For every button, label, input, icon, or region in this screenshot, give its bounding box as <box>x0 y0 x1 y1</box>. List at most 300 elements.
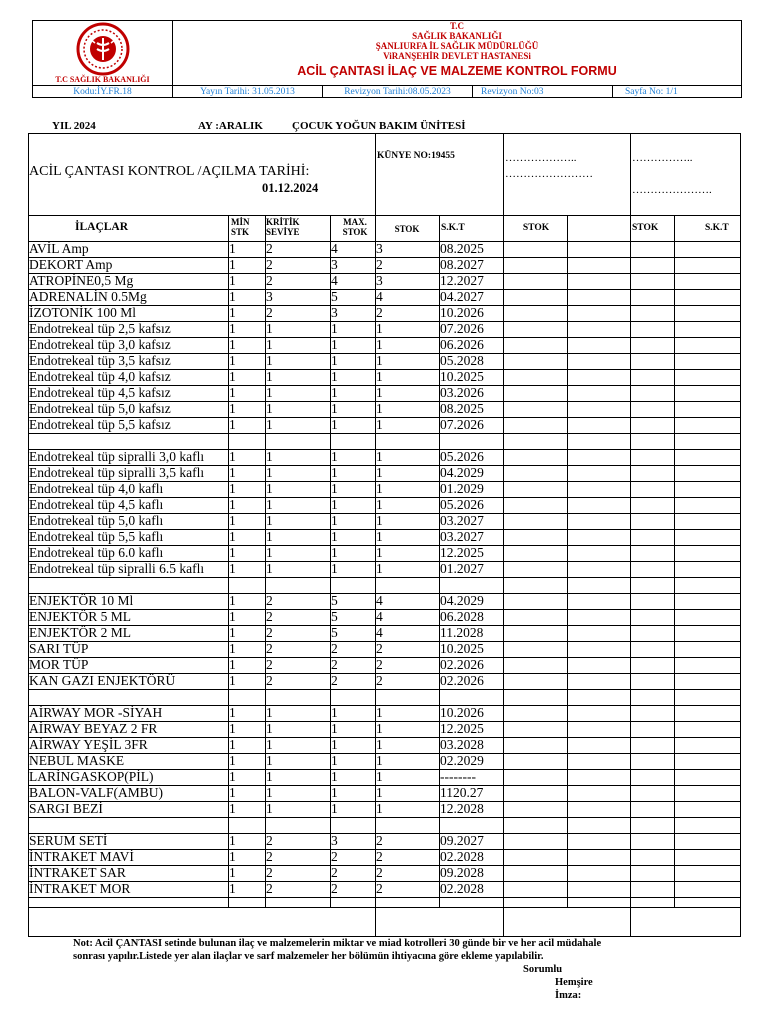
cell-stock: 1 <box>376 769 383 784</box>
grid-row-line <box>29 513 740 514</box>
grid-column-line <box>567 215 568 907</box>
cell-min-stock: 1 <box>229 609 236 624</box>
cell-critical-level: 1 <box>266 545 273 560</box>
signature-dots-1: ……………….. <box>505 152 577 164</box>
cell-min-stock: 1 <box>229 337 236 352</box>
cell-stock: 1 <box>376 753 383 768</box>
cell-max-stock: 5 <box>331 593 338 608</box>
signature-dots-2: …………………… <box>505 168 593 180</box>
cell-max-stock: 1 <box>331 769 338 784</box>
cell-item-name: Endotrekeal tüp 5,5 kaflı <box>29 529 164 544</box>
cell-expiry: 07.2026 <box>440 417 484 432</box>
cell-expiry: 08.2025 <box>440 401 484 416</box>
cell-stock: 1 <box>376 321 383 336</box>
cell-min-stock: 1 <box>229 305 236 320</box>
cell-critical-level: 1 <box>266 737 273 752</box>
cell-critical-level: 2 <box>266 625 273 640</box>
grid-row-line <box>29 817 740 818</box>
cell-min-stock: 1 <box>229 417 236 432</box>
cell-max-stock: 1 <box>331 561 338 576</box>
cell-expiry: 03.2028 <box>440 737 484 752</box>
grid-row-line <box>29 353 740 354</box>
grid-column-line <box>439 215 440 907</box>
cell-item-name: Endotrekeal tüp 2,5 kafsız <box>29 321 171 336</box>
cell-item-name: İZOTONİK 100 Ml <box>29 305 136 320</box>
cell-critical-level: 1 <box>266 449 273 464</box>
cell-stock: 1 <box>376 353 383 368</box>
cell-max-stock: 1 <box>331 481 338 496</box>
cell-expiry: 12.2027 <box>440 273 484 288</box>
cell-stock: 4 <box>376 609 383 624</box>
grid-row-line <box>29 321 740 322</box>
cell-min-stock: 1 <box>229 465 236 480</box>
cell-min-stock: 1 <box>229 481 236 496</box>
cell-max-stock: 5 <box>331 609 338 624</box>
cell-stock: 2 <box>376 305 383 320</box>
cell-expiry: 08.2027 <box>440 257 484 272</box>
cell-item-name: SERUM SETİ <box>29 833 108 848</box>
col-header-max-stock: MAX. STOK <box>342 217 368 237</box>
cell-expiry: 12.2025 <box>440 721 484 736</box>
grid-row-line <box>29 417 740 418</box>
cell-critical-level: 2 <box>266 673 273 688</box>
cell-stock: 1 <box>376 369 383 384</box>
cell-min-stock: 1 <box>229 561 236 576</box>
cell-critical-level: 1 <box>266 513 273 528</box>
cell-max-stock: 4 <box>331 273 338 288</box>
cell-min-stock: 1 <box>229 881 236 896</box>
cell-max-stock: 2 <box>331 865 338 880</box>
cell-min-stock: 1 <box>229 865 236 880</box>
signature-field: İmza: <box>555 990 582 1001</box>
cell-expiry: 01.2027 <box>440 561 484 576</box>
year-label: YIL 2024 <box>52 120 96 132</box>
cell-item-name: SARI TÜP <box>29 641 89 656</box>
signature-dots-4: …………………. <box>632 184 712 196</box>
cell-critical-level: 1 <box>266 353 273 368</box>
cell-critical-level: 2 <box>266 257 273 272</box>
cell-stock: 1 <box>376 481 383 496</box>
cell-item-name: İNTRAKET MOR <box>29 881 131 896</box>
cell-max-stock: 2 <box>331 849 338 864</box>
signature-dots-3: …………….. <box>632 152 693 164</box>
grid-column-line <box>228 215 229 907</box>
cell-stock: 1 <box>376 385 383 400</box>
cell-min-stock: 1 <box>229 769 236 784</box>
opening-date: 01.12.2024 <box>262 181 319 195</box>
cell-item-name: Endotrekeal tüp sipralli 6.5 kaflı <box>29 561 205 576</box>
cell-stock: 1 <box>376 801 383 816</box>
cell-stock: 2 <box>376 833 383 848</box>
cell-expiry: 10.2025 <box>440 369 484 384</box>
cell-max-stock: 2 <box>331 657 338 672</box>
cell-critical-level: 1 <box>266 321 273 336</box>
cell-expiry: 10.2026 <box>440 305 484 320</box>
cell-item-name: İNTRAKET MAVİ <box>29 849 134 864</box>
cell-stock: 1 <box>376 785 383 800</box>
cell-min-stock: 1 <box>229 529 236 544</box>
cell-critical-level: 1 <box>266 385 273 400</box>
grid-row-line <box>29 257 740 258</box>
grid-row-line <box>29 337 740 338</box>
cell-critical-level: 2 <box>266 865 273 880</box>
cell-item-name: AİRWAY YEŞİL 3FR <box>29 737 148 752</box>
cell-max-stock: 1 <box>331 353 338 368</box>
cell-max-stock: 1 <box>331 721 338 736</box>
cell-min-stock: 1 <box>229 321 236 336</box>
cell-min-stock: 1 <box>229 353 236 368</box>
cell-min-stock: 1 <box>229 753 236 768</box>
cell-max-stock: 1 <box>331 785 338 800</box>
cell-stock: 1 <box>376 401 383 416</box>
cell-critical-level: 1 <box>266 481 273 496</box>
cell-critical-level: 2 <box>266 657 273 672</box>
cell-item-name: İNTRAKET SAR <box>29 865 126 880</box>
cell-min-stock: 1 <box>229 849 236 864</box>
cell-expiry: 04.2029 <box>440 593 484 608</box>
control-table <box>28 133 741 937</box>
grid-row-line <box>29 497 740 498</box>
grid-column-line <box>330 215 331 907</box>
grid-row-line <box>29 433 740 434</box>
cell-critical-level: 3 <box>266 289 273 304</box>
cell-expiry: 05.2026 <box>440 497 484 512</box>
col-header-min-stock: MİN STK <box>231 217 250 237</box>
cell-expiry: 07.2026 <box>440 321 484 336</box>
cell-min-stock: 1 <box>229 289 236 304</box>
cell-critical-level: 1 <box>266 465 273 480</box>
cell-stock: 4 <box>376 625 383 640</box>
cell-item-name: MOR TÜP <box>29 657 89 672</box>
cell-item-name: Endotrekeal tüp sipralli 3,0 kaflı <box>29 449 205 464</box>
header-info-row <box>33 85 741 98</box>
cell-critical-level: 1 <box>266 337 273 352</box>
cell-stock: 1 <box>376 545 383 560</box>
cell-expiry: 10.2026 <box>440 705 484 720</box>
cell-max-stock: 2 <box>331 881 338 896</box>
cell-critical-level: 1 <box>266 417 273 432</box>
cell-max-stock: 1 <box>331 401 338 416</box>
cell-stock: 1 <box>376 497 383 512</box>
grid-row-line <box>29 449 740 450</box>
cell-min-stock: 1 <box>229 705 236 720</box>
signature-title-2: Hemşire <box>555 977 593 988</box>
cell-expiry: 01.2029 <box>440 481 484 496</box>
cell-min-stock: 1 <box>229 785 236 800</box>
cell-stock: 1 <box>376 417 383 432</box>
cell-expiry: 06.2028 <box>440 609 484 624</box>
cell-expiry: 02.2029 <box>440 753 484 768</box>
cell-min-stock: 1 <box>229 625 236 640</box>
cell-expiry: 06.2026 <box>440 337 484 352</box>
cell-critical-level: 1 <box>266 769 273 784</box>
grid-row-line <box>29 849 740 850</box>
cell-item-name: Endotrekeal tüp 5,0 kafsız <box>29 401 171 416</box>
page-number: Sayfa No: 1/1 <box>625 87 678 97</box>
cell-max-stock: 1 <box>331 513 338 528</box>
cell-critical-level: 1 <box>266 801 273 816</box>
revision-number: Revizyon No:03 <box>473 86 613 98</box>
cell-expiry: 02.2026 <box>440 673 484 688</box>
cell-expiry: 12.2025 <box>440 545 484 560</box>
cell-expiry: 09.2027 <box>440 833 484 848</box>
cell-item-name: ATROPİNE0,5 Mg <box>29 273 134 288</box>
cell-expiry: 10.2025 <box>440 641 484 656</box>
grid-row-line <box>29 721 740 722</box>
cell-max-stock: 5 <box>331 289 338 304</box>
cell-max-stock: 1 <box>331 369 338 384</box>
grid-row-line <box>29 481 740 482</box>
cell-stock: 2 <box>376 257 383 272</box>
cell-min-stock: 1 <box>229 497 236 512</box>
grid-row-line <box>29 465 740 466</box>
cell-min-stock: 1 <box>229 721 236 736</box>
cell-item-name: Endotrekeal tüp 3,0 kafsız <box>29 337 171 352</box>
cell-max-stock: 3 <box>331 257 338 272</box>
col-header-critical-level: KRİTİK SEVİYE <box>266 217 300 237</box>
grid-column-line <box>503 134 504 936</box>
grid-column-line <box>674 215 675 907</box>
cell-expiry: 12.2028 <box>440 801 484 816</box>
col-header-stock-2: STOK <box>522 223 550 233</box>
grid-row-line <box>29 369 740 370</box>
cell-item-name: DEKORT Amp <box>29 257 113 272</box>
cell-critical-level: 1 <box>266 785 273 800</box>
grid-row-line <box>29 785 740 786</box>
grid-column-line <box>375 134 376 936</box>
cell-stock: 1 <box>376 737 383 752</box>
cell-expiry: 03.2027 <box>440 529 484 544</box>
cell-stock: 1 <box>376 465 383 480</box>
grid-row-line <box>29 833 740 834</box>
cell-expiry: 02.2026 <box>440 657 484 672</box>
cell-item-name: Endotrekeal tüp 5,0 kaflı <box>29 513 164 528</box>
month-label: AY :ARALIK <box>198 120 263 132</box>
cell-stock: 1 <box>376 721 383 736</box>
cell-item-name: Endotrekeal tüp 4,0 kaflı <box>29 481 164 496</box>
cell-max-stock: 3 <box>331 305 338 320</box>
cell-critical-level: 2 <box>266 609 273 624</box>
grid-row-line <box>29 305 740 306</box>
grid-row-line <box>29 753 740 754</box>
cell-stock: 1 <box>376 337 383 352</box>
doc-code: Kodu:İY.FR.18 <box>33 86 173 98</box>
cell-max-stock: 5 <box>331 625 338 640</box>
cell-min-stock: 1 <box>229 385 236 400</box>
cell-min-stock: 1 <box>229 241 236 256</box>
grid-row-line <box>29 673 740 674</box>
cell-stock: 2 <box>376 865 383 880</box>
grid-row-line <box>29 577 740 578</box>
cell-expiry: 04.2027 <box>440 289 484 304</box>
header-text-block <box>173 21 741 85</box>
cell-max-stock: 2 <box>331 641 338 656</box>
cell-critical-level: 1 <box>266 753 273 768</box>
col-header-stock-3: STOK <box>632 223 659 233</box>
cell-max-stock: 1 <box>331 417 338 432</box>
cell-stock: 4 <box>376 593 383 608</box>
cell-max-stock: 1 <box>331 801 338 816</box>
cell-stock: 1 <box>376 705 383 720</box>
cell-critical-level: 1 <box>266 497 273 512</box>
header-line-hospital: ViRANŞEHİR DEVLET HASTANESi <box>383 51 531 61</box>
cell-max-stock: 1 <box>331 321 338 336</box>
grid-row-line <box>29 273 740 274</box>
col-header-expiry-3: S.K.T <box>705 223 729 233</box>
cell-item-name: ADRENALİN 0.5Mg <box>29 289 147 304</box>
cell-max-stock: 1 <box>331 385 338 400</box>
cell-min-stock: 1 <box>229 513 236 528</box>
cell-critical-level: 2 <box>266 833 273 848</box>
grid-row-line <box>29 241 740 242</box>
cell-item-name: SARGI BEZİ <box>29 801 103 816</box>
cell-min-stock: 1 <box>229 641 236 656</box>
grid-row-line <box>29 529 740 530</box>
cell-critical-level: 1 <box>266 561 273 576</box>
grid-row-line <box>29 545 740 546</box>
cell-max-stock: 1 <box>331 449 338 464</box>
col-header-drugs: İLAÇLAR <box>75 221 129 233</box>
cell-item-name: ENJEKTÖR 5 ML <box>29 609 131 624</box>
grid-row-line <box>29 561 740 562</box>
cell-critical-level: 1 <box>266 721 273 736</box>
grid-column-line <box>630 134 631 936</box>
cell-stock: 1 <box>376 513 383 528</box>
grid-row-line <box>29 801 740 802</box>
cell-item-name: NEBUL MASKE <box>29 753 125 768</box>
header-line-tc: T.C <box>449 21 465 31</box>
cell-item-name: Endotrekeal tüp sipralli 3,5 kaflı <box>29 465 205 480</box>
cell-max-stock: 3 <box>331 833 338 848</box>
grid-row-line <box>29 385 740 386</box>
cell-item-name: AİRWAY BEYAZ 2 FR <box>29 721 158 736</box>
grid-row-line <box>29 593 740 594</box>
cell-item-name: ENJEKTÖR 2 ML <box>29 625 131 640</box>
cell-max-stock: 1 <box>331 705 338 720</box>
cell-expiry: 08.2025 <box>440 241 484 256</box>
cell-critical-level: 1 <box>266 705 273 720</box>
cell-max-stock: 1 <box>331 337 338 352</box>
kunye-number: KÜNYE NO:19455 <box>377 151 455 161</box>
cell-item-name: AİRWAY MOR -SİYAH <box>29 705 163 720</box>
signature-title-1: Sorumlu <box>523 964 563 975</box>
grid-row-line <box>29 865 740 866</box>
logo-caption: T.C SAĞLIK BAKANLIĞI <box>55 75 150 84</box>
cell-min-stock: 1 <box>229 449 236 464</box>
grid-row-line <box>29 215 740 216</box>
grid-row-line <box>29 625 740 626</box>
cell-expiry: 1120.27 <box>440 785 484 800</box>
grid-row-line <box>29 737 740 738</box>
cell-expiry: 04.2029 <box>440 465 484 480</box>
cell-min-stock: 1 <box>229 657 236 672</box>
publish-date: Yayın Tarihi: 31.05.2013 <box>173 86 323 98</box>
cell-stock: 2 <box>376 657 383 672</box>
cell-critical-level: 2 <box>266 881 273 896</box>
cell-item-name: KAN GAZI ENJEKTÖRÜ <box>29 673 176 688</box>
grid-row-line <box>29 881 740 882</box>
grid-row-line <box>29 609 740 610</box>
grid-row-line <box>29 897 740 898</box>
cell-stock: 1 <box>376 529 383 544</box>
cell-max-stock: 1 <box>331 497 338 512</box>
cell-expiry: -------- <box>440 769 476 784</box>
cell-stock: 2 <box>376 673 383 688</box>
cell-min-stock: 1 <box>229 369 236 384</box>
cell-min-stock: 1 <box>229 737 236 752</box>
header-line-directorate: ŞANLIURFA İL SAĞLIK MÜDÜRLÜĞÜ <box>375 41 539 51</box>
opening-label: ACİL ÇANTASI KONTROL /AÇILMA TARİHİ: <box>29 164 310 179</box>
footer-note-line-2: sonrası yapılır.Listede yer alan ilaçlar ve sarf malzemeler her bölümün ihtiyacına göre ekleme yapılabilir. <box>73 951 544 962</box>
cell-expiry: 03.2027 <box>440 513 484 528</box>
cell-stock: 1 <box>376 561 383 576</box>
grid-row-line <box>29 641 740 642</box>
cell-critical-level: 2 <box>266 241 273 256</box>
grid-row-line <box>29 689 740 690</box>
cell-max-stock: 1 <box>331 465 338 480</box>
cell-item-name: BALON-VALF(AMBU) <box>29 785 164 800</box>
cell-critical-level: 2 <box>266 641 273 656</box>
cell-critical-level: 1 <box>266 401 273 416</box>
cell-stock: 3 <box>376 241 383 256</box>
grid-row-line <box>29 657 740 658</box>
cell-min-stock: 1 <box>229 673 236 688</box>
form-header <box>32 20 742 98</box>
cell-expiry: 05.2026 <box>440 449 484 464</box>
cell-max-stock: 4 <box>331 241 338 256</box>
cell-item-name: AVİL Amp <box>29 241 89 256</box>
cell-min-stock: 1 <box>229 257 236 272</box>
grid-row-line <box>29 401 740 402</box>
grid-row-line <box>29 769 740 770</box>
cell-max-stock: 2 <box>331 673 338 688</box>
grid-row-line <box>29 705 740 706</box>
ministry-emblem-icon <box>33 21 173 81</box>
cell-expiry: 03.2026 <box>440 385 484 400</box>
cell-expiry: 09.2028 <box>440 865 484 880</box>
cell-min-stock: 1 <box>229 401 236 416</box>
cell-critical-level: 2 <box>266 305 273 320</box>
ministry-logo <box>33 21 173 85</box>
cell-stock: 4 <box>376 289 383 304</box>
cell-item-name: ENJEKTÖR 10 Ml <box>29 593 134 608</box>
cell-expiry: 11.2028 <box>440 625 484 640</box>
cell-max-stock: 1 <box>331 545 338 560</box>
cell-min-stock: 1 <box>229 273 236 288</box>
cell-item-name: Endotrekeal tüp 6.0 kaflı <box>29 545 164 560</box>
cell-stock: 2 <box>376 641 383 656</box>
grid-row-line <box>29 289 740 290</box>
cell-min-stock: 1 <box>229 593 236 608</box>
col-header-expiry-1: S.K.T <box>441 223 465 233</box>
unit-label: ÇOCUK YOĞUN BAKIM ÜNİTESİ <box>292 120 466 132</box>
cell-max-stock: 1 <box>331 737 338 752</box>
grid-row-line <box>29 907 740 908</box>
grid-column-line <box>265 215 266 907</box>
cell-item-name: LARİNGASKOP(PİL) <box>29 769 154 784</box>
cell-critical-level: 2 <box>266 849 273 864</box>
cell-item-name: Endotrekeal tüp 3,5 kafsız <box>29 353 171 368</box>
cell-item-name: Endotrekeal tüp 4,5 kaflı <box>29 497 164 512</box>
cell-critical-level: 1 <box>266 369 273 384</box>
cell-item-name: Endotrekeal tüp 4,0 kafsız <box>29 369 171 384</box>
cell-critical-level: 2 <box>266 593 273 608</box>
cell-max-stock: 1 <box>331 753 338 768</box>
revision-date: Revizyon Tarihi:08.05.2023 <box>323 86 473 98</box>
cell-expiry: 05.2028 <box>440 353 484 368</box>
cell-min-stock: 1 <box>229 545 236 560</box>
col-header-stock-1: STOK <box>394 224 420 234</box>
